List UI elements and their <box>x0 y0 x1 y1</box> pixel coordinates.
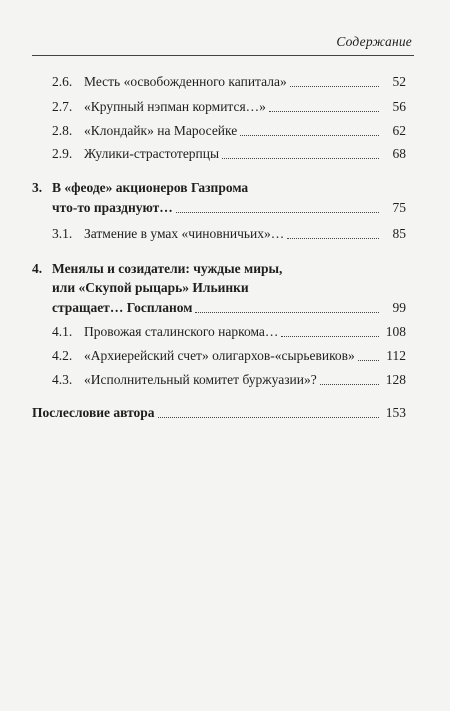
toc-entry-2-9[interactable] <box>52 146 406 162</box>
dot-leader <box>287 238 379 239</box>
entry-number: 4.1. <box>52 324 73 339</box>
toc-chapter-3-last-line[interactable] <box>52 200 406 216</box>
entry-number: 3.1. <box>52 226 73 241</box>
entry-title: Послесловие автора <box>32 405 155 420</box>
toc-chapter-4-heading[interactable] <box>32 261 282 277</box>
dot-leader <box>222 158 379 159</box>
toc-entry-4-1[interactable] <box>52 324 406 340</box>
entry-title: «Клондайк» на Маросейке <box>84 123 238 138</box>
entry-page: 108 <box>385 324 406 339</box>
header-rule <box>32 55 414 56</box>
entry-page: 56 <box>392 99 406 114</box>
toc-chapter-3-heading[interactable] <box>32 180 248 196</box>
entry-title: Жулики-страстотерпцы <box>84 146 220 161</box>
entry-number: 2.7. <box>52 99 73 114</box>
chapter-title-line-2: что-то празднуют… <box>52 200 173 215</box>
entry-page: 112 <box>386 348 406 363</box>
chapter-number: 3. <box>32 180 43 195</box>
entry-page: 75 <box>392 200 406 215</box>
chapter-title-line-1: Менялы и созидатели: чуждые миры, <box>52 261 283 276</box>
dot-leader <box>176 212 379 213</box>
entry-page: 85 <box>392 226 406 241</box>
toc-entry-2-7[interactable] <box>52 99 406 115</box>
dot-leader <box>240 135 379 136</box>
toc-entry-3-1[interactable] <box>52 226 406 242</box>
toc-entry-2-6[interactable] <box>52 74 406 90</box>
entry-title: Затмение в умах «чиновничьих»… <box>84 226 285 241</box>
entry-title: Провожая сталинского наркома… <box>84 324 279 339</box>
dot-leader <box>358 360 379 361</box>
toc-entry-afterword[interactable] <box>32 405 406 421</box>
chapter-number: 4. <box>32 261 43 276</box>
entry-title: Месть «освобожденного капитала» <box>84 74 287 89</box>
entry-title: «Исполнительный комитет буржуазии»? <box>84 372 317 387</box>
entry-page: 68 <box>392 146 406 161</box>
dot-leader <box>320 384 379 385</box>
toc-entry-4-2[interactable] <box>52 348 406 364</box>
entry-page: 153 <box>385 405 406 420</box>
entry-number: 4.3. <box>52 372 73 387</box>
entry-title: «Крупный нэпман кормится…» <box>84 99 266 114</box>
chapter-title-line-1: В «феоде» акционеров Газпрома <box>52 180 249 195</box>
entry-page: 128 <box>385 372 406 387</box>
toc-chapter-4-last-line[interactable] <box>52 300 406 316</box>
entry-page: 99 <box>392 300 406 315</box>
dot-leader <box>269 111 379 112</box>
dot-leader <box>290 86 379 87</box>
entry-title: «Архиерейский счет» олигархов-«сырьевиков» <box>84 348 355 363</box>
running-header: Содержание <box>336 34 412 49</box>
dot-leader <box>195 312 379 313</box>
chapter-title-line-2: или «Скупой рыцарь» Ильинки <box>52 280 249 295</box>
toc-entry-2-8[interactable] <box>52 123 406 139</box>
entry-number: 2.9. <box>52 146 73 161</box>
entry-number: 2.6. <box>52 74 73 89</box>
entry-page: 52 <box>392 74 406 89</box>
dot-leader <box>281 336 379 337</box>
entry-page: 62 <box>392 123 406 138</box>
dot-leader <box>158 417 379 418</box>
entry-number: 2.8. <box>52 123 73 138</box>
toc-entry-4-3[interactable] <box>52 372 406 388</box>
entry-number: 4.2. <box>52 348 73 363</box>
chapter-title-line-3: стращает… Госпланом <box>52 300 193 315</box>
